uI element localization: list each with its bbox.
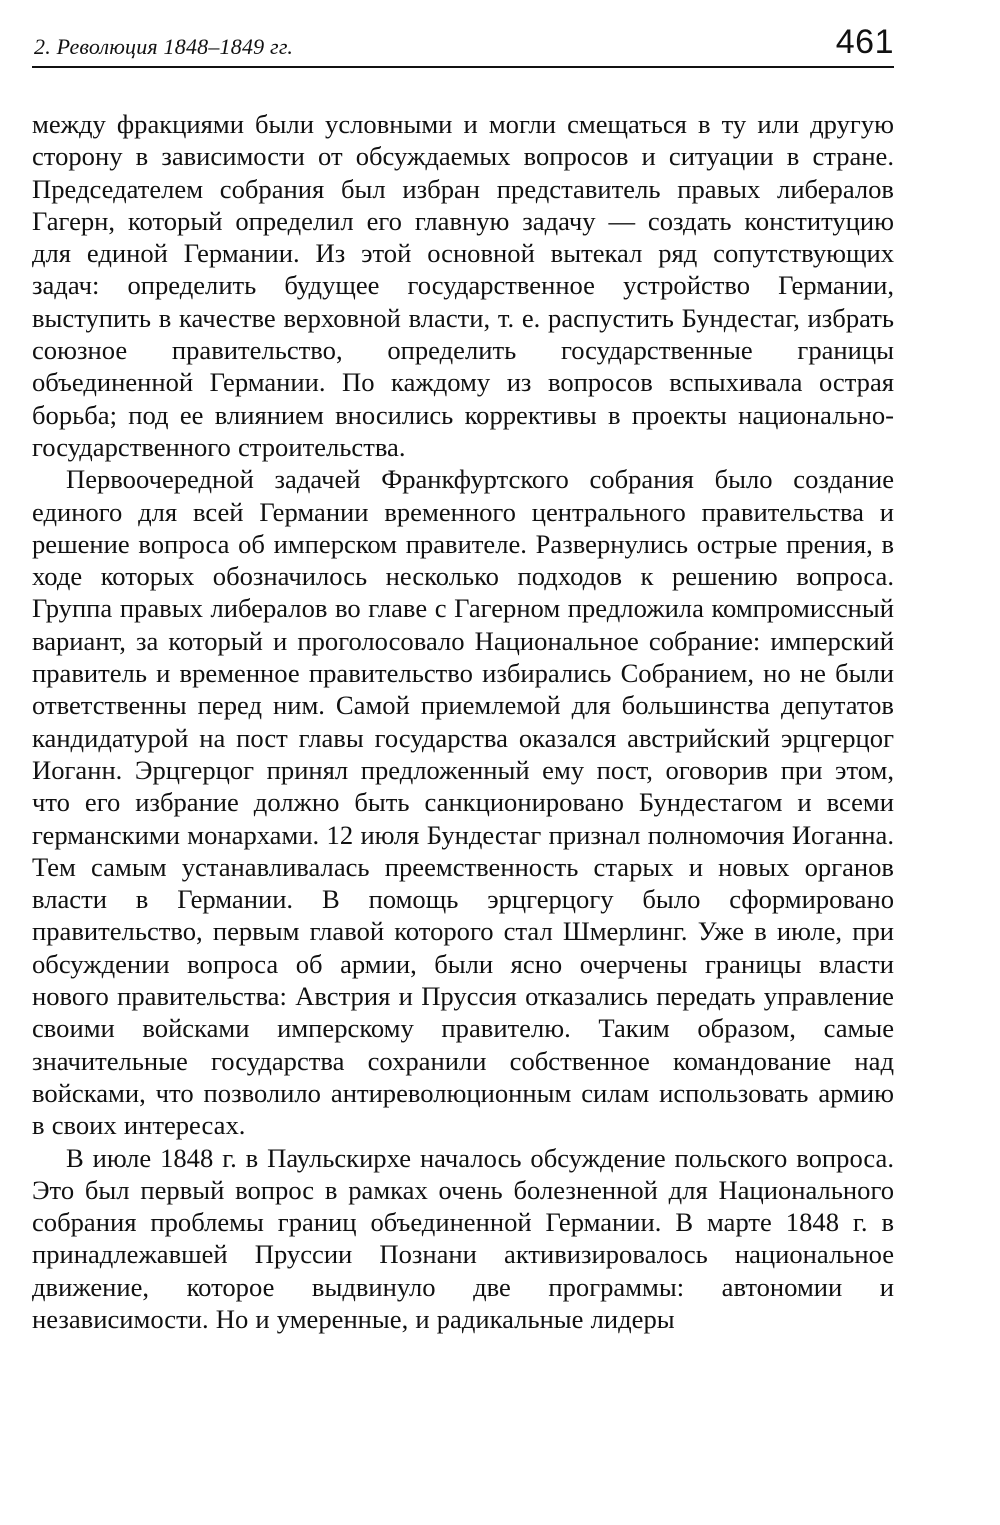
- running-header: [32, 18, 894, 68]
- paragraph-continued: между фракциями были условными и могли смещаться в ту или другую сторону в зависимости от обсуждаемых вопросов и ситуации в стране. Председателем собрания был избран представитель правых либералов Гагерн, который определил его главную задачу — создать конституцию для единой Германии. Из этой основной вытекал ряд сопутствующих задач: определить будущее государственное устройство Германии, выступить в качестве верховной власти, т. е. распустить Бундестаг, избрать союзное правительство, определить государственные границы объединенной Германии. По каждому из вопросов вспыхивала острая борьба; под ее влиянием вносились коррективы в проекты национально-государственного строительства.: [32, 109, 894, 462]
- body-text: [32, 108, 894, 1335]
- section-title: 2. Революция 1848–1849 гг.: [34, 34, 294, 59]
- page-number: 461: [835, 23, 894, 61]
- paragraph: Первоочередной задачей Франкфуртского собрания было создание единого для всей Германии временного центрального правительства и решение вопроса об имперском правителе. Развернулись острые прения, в ходе которых обозначилось несколько подходов к решению вопроса. Группа правых либералов во главе с Гагерном предложила компромиссный вариант, за который и проголосовало Национальное собрание: имперский правитель и временное правительство избирались Собранием, но не были ответственны перед ним. Самой приемлемой для большинства депутатов кандидатурой на пост главы государства оказался австрийский эрцгерцог Иоганн. Эрцгерцог принял предложенный ему пост, оговорив при этом, что его избрание должно быть санкционировано Бундестагом и всеми германскими монархами. 12 июля Бундестаг признал полномочия Иоганна. Тем самым устанавливалась преемственность старых и новых органов власти в Германии. В помощь эрцгерцогу было сформировано правительство, первым главой которого стал Шмерлинг. Уже в июле, при обсуждении вопроса об армии, были ясно очерчены границы власти нового правительства: Австрия и Пруссия отказались передать управление своими войсками имперскому правителю. Таким образом, самые значительные государства сохранили собственное командование над войсками, что позволило антиреволюционным силам использовать армию в своих интересах.: [32, 464, 894, 1141]
- paragraph: В июле 1848 г. в Паульскирхе началось обсуждение польского вопроса. Это был первый вопрос в рамках очень болезненной для Национального собрания проблемы границ объединенной Германии. В марте 1848 г. в принадлежавшей Пруссии Познани активизировалось национальное движение, которое выдвинуло две программы: автономии и независимости. Но и умеренные, и радикальные лидеры: [32, 1142, 894, 1334]
- book-page: [32, 18, 894, 1335]
